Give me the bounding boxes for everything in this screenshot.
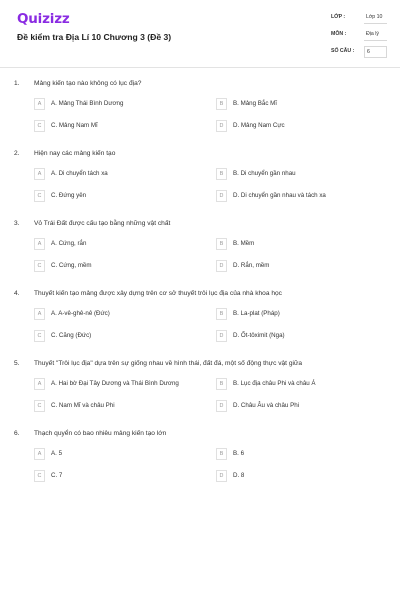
question-number: 2. <box>14 150 20 157</box>
option-d[interactable] <box>216 260 376 272</box>
question-text: Thạch quyển có bao nhiêu mảng kiến tạo lớn <box>34 430 167 437</box>
option-letter-c: C <box>34 330 45 342</box>
option-c[interactable] <box>34 120 194 132</box>
question-number: 3. <box>14 220 20 227</box>
option-letter-b: B <box>216 308 227 320</box>
option-letter-a: A <box>34 238 45 250</box>
option-text: B. Mảng Bắc Mĩ <box>233 100 278 107</box>
option-letter-d: D <box>216 470 227 482</box>
option-letter-a: A <box>34 308 45 320</box>
option-b[interactable] <box>216 98 376 110</box>
question-count-field <box>331 46 385 59</box>
option-letter-c: C <box>34 120 45 132</box>
option-text: B. Mềm <box>233 240 255 247</box>
option-text: C. Mảng Nam Mĩ <box>51 122 98 129</box>
option-text: A. 5 <box>51 450 63 457</box>
question-count-label: SỐ CÂU : <box>331 48 355 54</box>
option-c[interactable] <box>34 400 194 412</box>
option-c[interactable] <box>34 470 194 482</box>
subject-value: Địa lý <box>364 29 387 41</box>
option-text: D. Châu Âu và châu Phi <box>233 402 300 409</box>
option-c[interactable] <box>34 260 194 272</box>
option-a[interactable] <box>34 448 194 460</box>
option-a[interactable] <box>34 378 194 390</box>
class-label: LỚP : <box>331 14 346 20</box>
option-text: D. 8 <box>233 472 245 479</box>
option-b[interactable] <box>216 168 376 180</box>
option-letter-b: B <box>216 378 227 390</box>
option-text: B. Di chuyển gần nhau <box>233 170 296 177</box>
question-text: Thuyết "Trôi lục địa" dựa trên sự giống nhau về hình thái, đất đá, một số động thực vật giữa <box>34 360 303 367</box>
option-text: D. Mảng Nam Cực <box>233 122 285 129</box>
option-a[interactable] <box>34 308 194 320</box>
option-d[interactable] <box>216 190 376 202</box>
subject-label: MÔN : <box>331 31 347 37</box>
option-letter-d: D <box>216 190 227 202</box>
option-letter-d: D <box>216 260 227 272</box>
option-text: C. Căng (Đức) <box>51 332 92 339</box>
option-letter-c: C <box>34 190 45 202</box>
option-text: B. Lục địa châu Phi và châu Á <box>233 380 316 387</box>
question-count-value: 6 <box>364 46 387 58</box>
option-a[interactable] <box>34 168 194 180</box>
option-a[interactable] <box>34 98 194 110</box>
option-a[interactable] <box>34 238 194 250</box>
option-text: C. Đứng yên <box>51 192 87 199</box>
question-number: 1. <box>14 80 20 87</box>
class-field <box>331 12 385 25</box>
option-letter-c: C <box>34 260 45 272</box>
option-letter-b: B <box>216 168 227 180</box>
quizizz-logo: Quizizz <box>17 11 70 27</box>
option-text: A. Cứng, rắn <box>51 240 87 247</box>
question-text: Thuyết kiến tạo mảng được xây dựng trên cơ sở thuyết trôi lục địa của nhà khoa học <box>34 290 282 297</box>
option-text: D. Rắn, mềm <box>233 262 270 269</box>
option-letter-c: C <box>34 470 45 482</box>
worksheet-header <box>0 0 400 68</box>
option-d[interactable] <box>216 470 376 482</box>
option-c[interactable] <box>34 190 194 202</box>
option-text: C. Cứng, mềm <box>51 262 92 269</box>
option-text: D. Ốt-tôximit (Nga) <box>233 332 285 339</box>
option-letter-d: D <box>216 120 227 132</box>
option-letter-a: A <box>34 378 45 390</box>
option-d[interactable] <box>216 120 376 132</box>
option-text: B. La-plat (Pháp) <box>233 310 280 317</box>
option-b[interactable] <box>216 448 376 460</box>
question-number: 4. <box>14 290 20 297</box>
class-value: Lớp 10 <box>364 12 387 24</box>
option-d[interactable] <box>216 330 376 342</box>
subject-field <box>331 29 385 42</box>
option-letter-d: D <box>216 400 227 412</box>
option-letter-b: B <box>216 448 227 460</box>
option-b[interactable] <box>216 238 376 250</box>
option-letter-b: B <box>216 98 227 110</box>
option-text: A. Mảng Thái Bình Dương <box>51 100 124 107</box>
option-c[interactable] <box>34 330 194 342</box>
option-letter-a: A <box>34 168 45 180</box>
option-letter-a: A <box>34 448 45 460</box>
option-b[interactable] <box>216 378 376 390</box>
option-text: D. Di chuyển gần nhau và tách xa <box>233 192 326 199</box>
option-b[interactable] <box>216 308 376 320</box>
option-text: A. Hai bờ Đại Tây Dương và Thái Bình Dương <box>51 380 179 387</box>
question-number: 6. <box>14 430 20 437</box>
worksheet-title: Đề kiểm tra Địa Lí 10 Chương 3 (Đề 3) <box>17 32 172 42</box>
question-text: Mảng kiến tạo nào không có lục địa? <box>34 80 142 87</box>
question-text: Hiện nay các mảng kiến tạo <box>34 150 116 157</box>
option-letter-a: A <box>34 98 45 110</box>
option-text: C. 7 <box>51 472 63 479</box>
option-d[interactable] <box>216 400 376 412</box>
option-text: B. 6 <box>233 450 245 457</box>
option-letter-c: C <box>34 400 45 412</box>
question-text: Vỏ Trái Đất được cấu tạo bằng những vật chất <box>34 220 171 227</box>
option-text: A. A-vê-ghê-nê (Đức) <box>51 310 110 317</box>
option-letter-d: D <box>216 330 227 342</box>
option-text: A. Di chuyển tách xa <box>51 170 108 177</box>
question-number: 5. <box>14 360 20 367</box>
option-letter-b: B <box>216 238 227 250</box>
option-text: C. Nam Mĩ và châu Phi <box>51 402 115 409</box>
